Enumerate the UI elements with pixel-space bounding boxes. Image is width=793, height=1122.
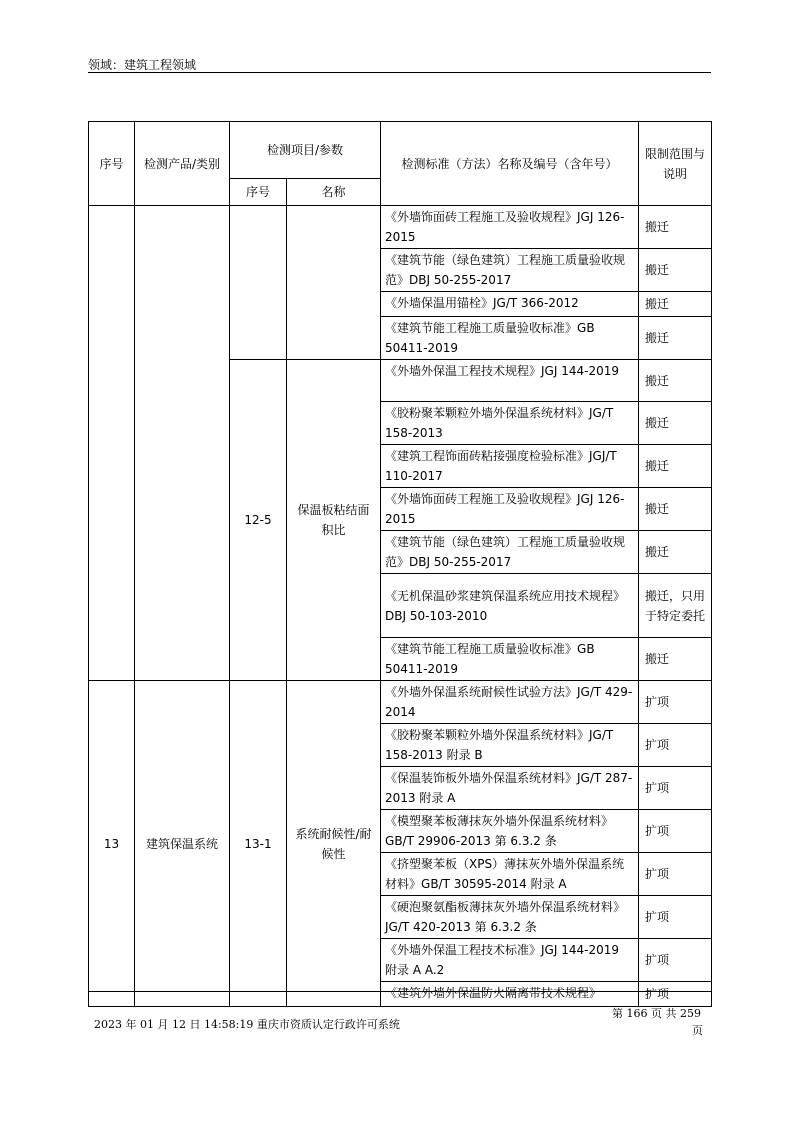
limit-cell: 搬迁 xyxy=(639,488,712,531)
standard-cell: 《建筑外墙外保温防火隔离带技术规程》 xyxy=(381,982,639,1007)
limit-cell: 搬迁 xyxy=(639,402,712,445)
limit-cell: 扩项 xyxy=(639,982,712,1007)
limit-cell: 扩项 xyxy=(639,767,712,810)
limit-cell: 搬迁 xyxy=(639,445,712,488)
standard-cell: 《外墙外保温工程技术规程》JGJ 144-2019 xyxy=(381,360,639,402)
header-item-param: 检测项目/参数 xyxy=(230,122,381,179)
header-sub-name: 名称 xyxy=(287,179,381,206)
limit-cell: 扩项 xyxy=(639,939,712,982)
standard-cell: 《无机保温砂浆建筑保温系统应用技术规程》DBJ 50-103-2010 xyxy=(381,574,639,638)
seq-cell-continued xyxy=(89,206,135,681)
standard-cell: 《外墙外保温工程技术标准》JGJ 144-2019 附录 A A.2 xyxy=(381,939,639,982)
standard-cell: 《胶粉聚苯颗粒外墙外保温系统材料》JG/T 158-2013 附录 B xyxy=(381,724,639,767)
product-cell: 建筑保温系统 xyxy=(135,681,230,1007)
header-limit: 限制范围与说明 xyxy=(639,122,712,206)
limit-cell: 扩项 xyxy=(639,896,712,939)
product-cell-continued xyxy=(135,206,230,681)
limit-cell: 扩项 xyxy=(639,810,712,853)
page-count: 第 166 页 共 259 xyxy=(612,1007,701,1020)
standard-cell: 《硬泡聚氨酯板薄抹灰外墙外保温系统材料》JG/T 420-2013 第 6.3.2 条 xyxy=(381,896,639,939)
limit-cell: 搬迁 xyxy=(639,206,712,249)
standard-cell: 《建筑节能（绿色建筑）工程施工质量验收规范》DBJ 50-255-2017 xyxy=(381,249,639,292)
sub-name-cell: 保温板粘结面积比 xyxy=(287,360,381,681)
sub-seq-cell-continued xyxy=(230,206,287,360)
limit-cell: 搬迁 xyxy=(639,638,712,681)
limit-cell: 搬迁，只用于特定委托 xyxy=(639,574,712,638)
limit-cell: 搬迁 xyxy=(639,531,712,574)
table-row xyxy=(89,681,712,724)
header-seq: 序号 xyxy=(89,122,135,206)
standard-cell: 《保温装饰板外墙外保温系统材料》JG/T 287-2013 附录 A xyxy=(381,767,639,810)
sub-seq-cell: 12-5 xyxy=(230,360,287,681)
table-row xyxy=(89,206,712,249)
limit-cell: 扩项 xyxy=(639,724,712,767)
header-standard: 检测标准（方法）名称及编号（含年号） xyxy=(381,122,639,206)
standard-cell: 《模塑聚苯板薄抹灰外墙外保温系统材料》GB/T 29906-2013 第 6.3.2 条 xyxy=(381,810,639,853)
page-header-domain: 领域：建筑工程领域 xyxy=(88,58,197,72)
header-sub-seq: 序号 xyxy=(230,179,287,206)
footer-timestamp-system: 2023 年 01 月 12 日 14:58:19 重庆市资质认定行政许可系统 xyxy=(94,1018,400,1031)
sub-seq-cell: 13-1 xyxy=(230,681,287,1007)
seq-cell: 13 xyxy=(89,681,135,1007)
limit-cell: 搬迁 xyxy=(639,360,712,402)
standard-cell: 《外墙外保温系统耐候性试验方法》JG/T 429-2014 xyxy=(381,681,639,724)
standard-cell: 《外墙饰面砖工程施工及验收规程》JGJ 126-2015 xyxy=(381,206,639,249)
header-rule xyxy=(88,72,711,73)
sub-name-cell: 系统耐候性/耐候性 xyxy=(287,681,381,1007)
sub-name-cell-continued xyxy=(287,206,381,360)
standard-cell: 《建筑节能工程施工质量验收标准》GB 50411-2019 xyxy=(381,638,639,681)
standard-cell: 《建筑工程饰面砖粘接强度检验标准》JGJ/T 110-2017 xyxy=(381,445,639,488)
limit-cell: 扩项 xyxy=(639,853,712,896)
limit-cell: 搬迁 xyxy=(639,292,712,317)
footer-rule xyxy=(88,991,711,992)
limit-cell: 扩项 xyxy=(639,681,712,724)
standard-cell: 《建筑节能（绿色建筑）工程施工质量验收规范》DBJ 50-255-2017 xyxy=(381,531,639,574)
standard-cell: 《外墙保温用锚栓》JG/T 366-2012 xyxy=(381,292,639,317)
limit-cell: 搬迁 xyxy=(639,249,712,292)
header-product-category: 检测产品/类别 xyxy=(135,122,230,206)
page-suffix: 页 xyxy=(692,1024,703,1037)
standard-cell: 《胶粉聚苯颗粒外墙外保温系统材料》JG/T 158-2013 xyxy=(381,402,639,445)
detection-table xyxy=(88,121,712,1007)
standard-cell: 《建筑节能工程施工质量验收标准》GB 50411-2019 xyxy=(381,317,639,360)
footer-page-info xyxy=(612,1005,712,1039)
standard-cell: 《外墙饰面砖工程施工及验收规程》JGJ 126-2015 xyxy=(381,488,639,531)
limit-cell: 搬迁 xyxy=(639,317,712,360)
standard-cell: 《挤塑聚苯板（XPS）薄抹灰外墙外保温系统材料》GB/T 30595-2014 附录 A xyxy=(381,853,639,896)
